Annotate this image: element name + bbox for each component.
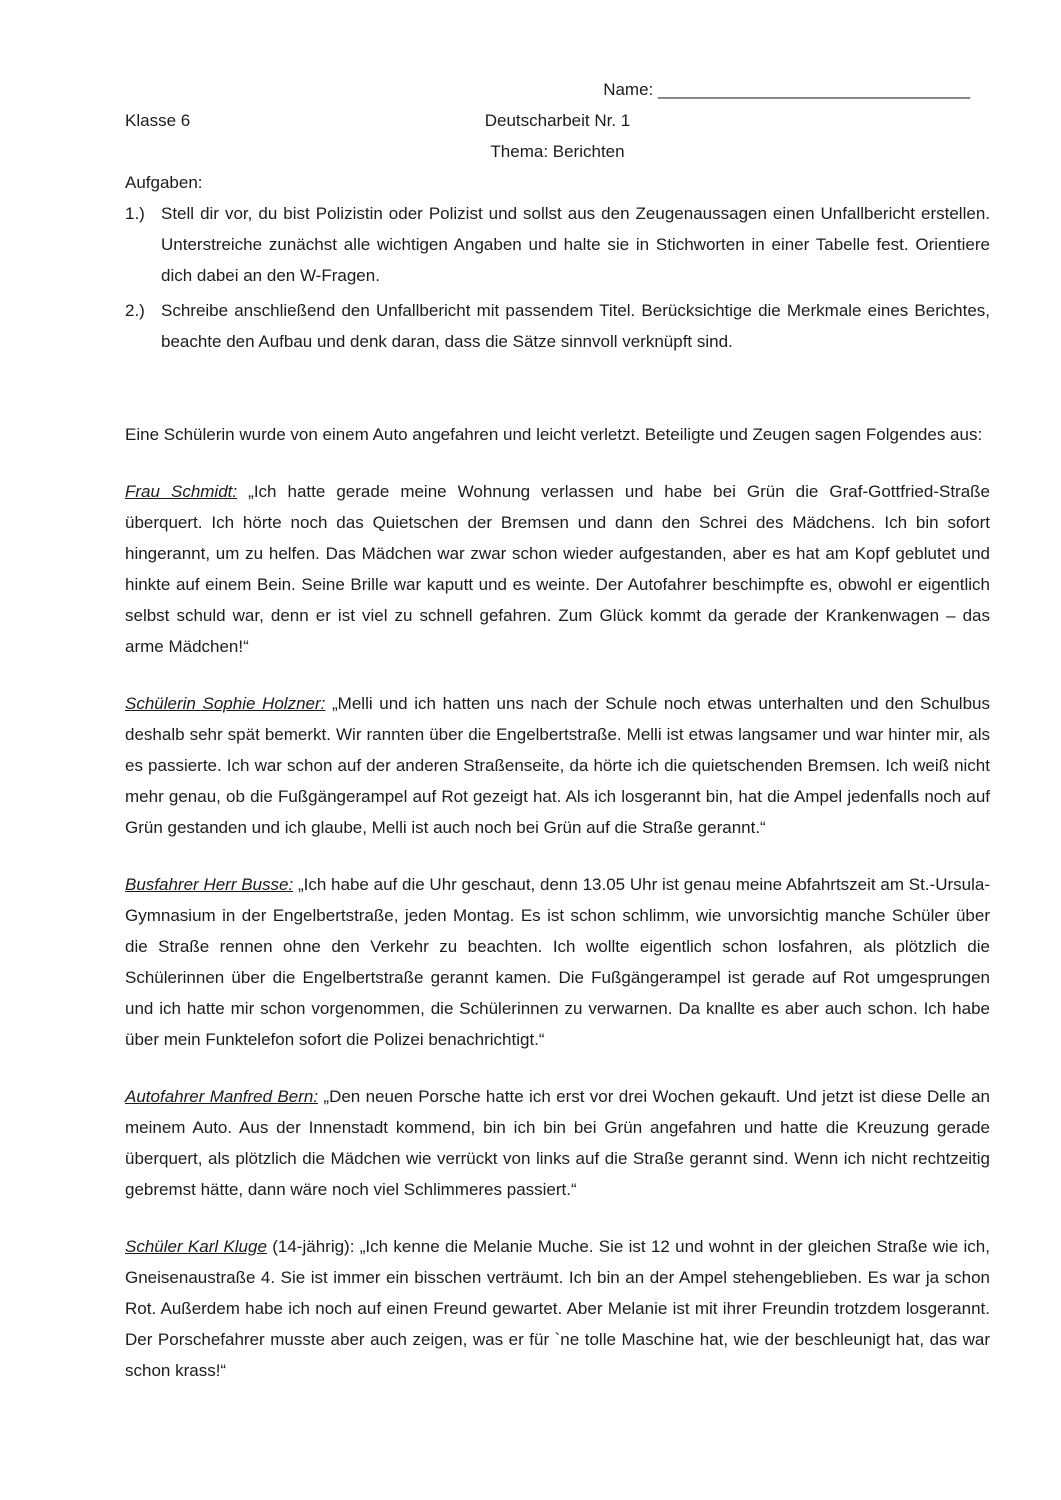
speaker-name: Autofahrer Manfred Bern: bbox=[125, 1087, 319, 1106]
witness-statement-sophie-holzner bbox=[125, 688, 990, 843]
witness-statement-karl-kluge bbox=[125, 1231, 990, 1386]
intro-paragraph: Eine Schülerin wurde von einem Auto angefahren und leicht verletzt. Beteiligte und Zeugen sagen Folgendes aus: bbox=[125, 425, 983, 444]
task-text: Schreibe anschließend den Unfallbericht mit passendem Titel. Berücksichtige die Merkmale eines Berichtes, beachte den Aufbau und denk daran, dass die Sätze sinnvoll verknüpft sind. bbox=[161, 301, 990, 351]
task-item-1 bbox=[125, 198, 990, 291]
class-label: Klasse 6 bbox=[125, 111, 191, 130]
statement-text: „Den neuen Porsche hatte ich erst vor drei Wochen gekauft. Und jetzt ist diese Delle an meinem Auto. Aus der Innenstadt kommend, bin ich bin bei Grün angefahren und hatte die Kreuzung gerade überquert, als plötzlich die Mädchen wie verrückt von links auf die Straße gerannt sind. Wenn ich nicht rechtzeitig gebremst hätte, dann wäre noch viel Schlimmeres passiert.“ bbox=[125, 1087, 990, 1199]
speaker-suffix: (14-jährig): bbox=[272, 1237, 355, 1256]
speaker-name: Busfahrer Herr Busse: bbox=[125, 875, 294, 894]
witness-statement-frau-schmidt bbox=[125, 476, 990, 662]
statement-text: „Ich habe auf die Uhr geschaut, denn 13.05 Uhr ist genau meine Abfahrtszeit am St.-Ursula-Gymnasium in der Engelbertstraße, jeden Montag. Es ist schon schlimm, wie unvorsichtig manche Schüler über die Straße rennen ohne den Verkehr zu beachten. Ich wollte eigentlich schon losfahren, als plötzlich die Schülerinnen über die Engelbertstraße gerannt kamen. Die Fußgängerampel ist gerade auf Rot umgesprungen und ich hatte mir schon vorgenommen, die Schülerinnen zu verwarnen. Da knallte es aber auch schon. Ich habe über mein Funktelefon sofort die Polizei benachrichtigt.“ bbox=[125, 875, 990, 1049]
statement-text: „Melli und ich hatten uns nach der Schule noch etwas unterhalten und den Schulbus deshalb sehr spät bemerkt. Wir rannten über die Engelbertstraße. Melli ist etwas langsamer und war hinter mir, als es passierte. Ich war schon auf der anderen Straßenseite, da hörte ich die quietschenden Bremsen. Ich weiß nicht mehr genau, ob die Fußgängerampel auf Rot gezeigt hat. Als ich losgerannt bin, hat die Ampel jedenfalls noch auf Grün gestanden und ich glaube, Melli ist auch noch bei Grün auf die Straße gerannt.“ bbox=[125, 694, 990, 837]
name-blank-line: Name: _________________________________ bbox=[603, 80, 970, 99]
speaker-name: Schüler Karl Kluge bbox=[125, 1237, 267, 1256]
statement-text: „Ich kenne die Melanie Muche. Sie ist 12 und wohnt in der gleichen Straße wie ich, Gneisenaustraße 4. Sie ist immer ein bisschen verträumt. Ich bin an der Ampel stehengeblieben. Es war ja schon Rot. Außerdem habe ich noch auf einen Freund gewartet. Aber Melanie ist mit ihrer Freundin trotzdem losgerannt. Der Porschefahrer musste aber auch zeigen, was er für `ne tolle Maschine hat, wie der beschleunigt hat, das war schon krass!“ bbox=[125, 1237, 990, 1380]
document-subtitle: Thema: Berichten bbox=[490, 142, 625, 161]
document-header bbox=[125, 105, 990, 136]
statement-text: „Ich hatte gerade meine Wohnung verlassen und habe bei Grün die Graf-Gottfried-Straße überquert. Ich hörte noch das Quietschen der Bremsen und dann den Schrei des Mädchens. Ich bin sofort hingerannt, um zu helfen. Das Mädchen war zwar schon wieder aufgestanden, aber es hat am Kopf geblutet und hinkte auf einem Bein. Seine Brille war kaputt und es weinte. Der Autofahrer beschimpfte es, obwohl er eigentlich selbst schuld war, denn er ist viel zu schnell gefahren. Zum Glück kommt da gerade der Krankenwagen – das arme Mädchen!“ bbox=[125, 482, 990, 656]
speaker-name: Schülerin Sophie Holzner: bbox=[125, 694, 326, 713]
document-title: Deutscharbeit Nr. 1 bbox=[484, 111, 631, 130]
speaker-name: Frau Schmidt: bbox=[125, 482, 238, 501]
tasks-heading: Aufgaben: bbox=[125, 173, 203, 192]
task-text: Stell dir vor, du bist Polizistin oder Polizist und sollst aus den Zeugenaussagen einen Unfallbericht erstellen. Unterstreiche zunächst alle wichtigen Angaben und halte sie in Stichworten in einer Tabelle fest. Orientiere dich dabei an den W-Fragen. bbox=[161, 204, 990, 285]
task-number: 1.) bbox=[125, 204, 145, 223]
witness-statement-manfred-bern bbox=[125, 1081, 990, 1205]
witness-statement-herr-busse bbox=[125, 869, 990, 1055]
task-item-2 bbox=[125, 295, 990, 357]
task-number: 2.) bbox=[125, 301, 145, 320]
